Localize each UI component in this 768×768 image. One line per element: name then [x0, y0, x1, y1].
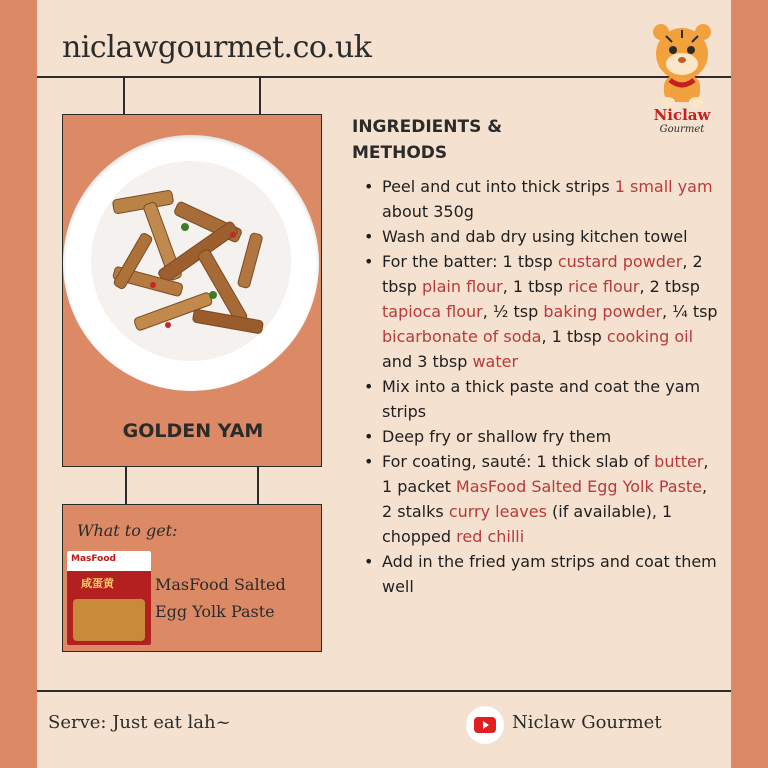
ingredient-highlight: MasFood Salted Egg Yolk Paste: [455, 477, 703, 496]
ingredient-highlight: plain flour: [422, 277, 503, 296]
footer-divider: [37, 690, 731, 692]
ingredient-highlight: curry leaves: [448, 502, 547, 521]
dish-title: GOLDEN YAM: [122, 420, 264, 442]
product-image: [67, 551, 151, 645]
step-text: , ¼ tsp: [662, 302, 718, 321]
step-text: , 2 stalks: [382, 477, 708, 521]
connector-line: [259, 77, 261, 114]
ingredient-highlight: rice flour: [568, 277, 640, 296]
ingredient-highlight: tapioca flour: [382, 302, 483, 321]
recipe-step: [360, 374, 720, 424]
step-text: Add in the fried yam strips and coat them well: [382, 552, 717, 596]
channel-name[interactable]: Niclaw Gourmet: [512, 712, 662, 733]
step-text: (if available), 1 chopped: [382, 502, 673, 546]
youtube-icon[interactable]: [466, 706, 504, 744]
recipe-step: [360, 424, 720, 449]
ingredient-highlight: 1 small yam: [614, 177, 713, 196]
product-chinese-name: 咸蛋黄: [81, 577, 114, 590]
step-text: Deep fry or shallow fry them: [382, 427, 612, 446]
product-brand: MasFood: [71, 554, 116, 564]
recipe-step: [360, 449, 720, 549]
step-text: , 2 tbsp: [639, 277, 700, 296]
step-text: Peel and cut into thick strips: [382, 177, 615, 196]
step-text: about 350g: [382, 202, 474, 221]
logo-name: Niclaw: [653, 106, 711, 124]
recipe-step: [360, 224, 720, 249]
connector-line: [257, 467, 259, 504]
site-url[interactable]: niclawgourmet.co.uk: [62, 30, 372, 65]
step-text: , 1 packet: [382, 452, 709, 496]
ingredient-highlight: water: [472, 352, 519, 371]
product-name[interactable]: MasFood Salted Egg Yolk Paste: [155, 575, 286, 621]
ingredient-highlight: baking powder: [543, 302, 663, 321]
ingredient-highlight: cooking oil: [606, 327, 694, 346]
ingredient-highlight: custard powder: [557, 252, 683, 271]
header-divider: [37, 76, 731, 78]
step-text: , 2 tbsp: [382, 252, 703, 296]
ingredient-highlight: red chilli: [456, 527, 525, 546]
recipe-heading: INGREDIENTS & METHODS: [352, 117, 503, 163]
step-text: , 1 tbsp: [502, 277, 569, 296]
ingredient-highlight: bicarbonate of soda: [382, 327, 542, 346]
connector-line: [123, 77, 125, 114]
step-text: , ½ tsp: [482, 302, 544, 321]
connector-line: [125, 467, 127, 504]
recipe-steps-list: [360, 174, 720, 599]
dish-photo-panel: [62, 114, 322, 467]
recipe-step: [360, 249, 720, 374]
ingredient-highlight: butter: [654, 452, 704, 471]
what-to-get-label: What to get:: [77, 521, 178, 540]
what-to-get-panel: [62, 504, 322, 652]
step-text: , 1 tbsp: [541, 327, 607, 346]
recipe-step: [360, 549, 720, 599]
step-text: and 3 tbsp: [382, 352, 473, 371]
step-text: Mix into a thick paste and coat the yam strips: [382, 377, 701, 421]
plate-image: [63, 135, 319, 391]
serve-note: Serve: Just eat lah~: [48, 712, 231, 733]
recipe-step: [360, 174, 720, 224]
yam-strips-image: [93, 165, 293, 365]
logo-sub: Gourmet: [659, 124, 705, 135]
step-text: Wash and dab dry using kitchen towel: [382, 227, 688, 246]
step-text: For the batter: 1 tbsp: [382, 252, 558, 271]
step-text: For coating, sauté: 1 thick slab of: [382, 452, 655, 471]
